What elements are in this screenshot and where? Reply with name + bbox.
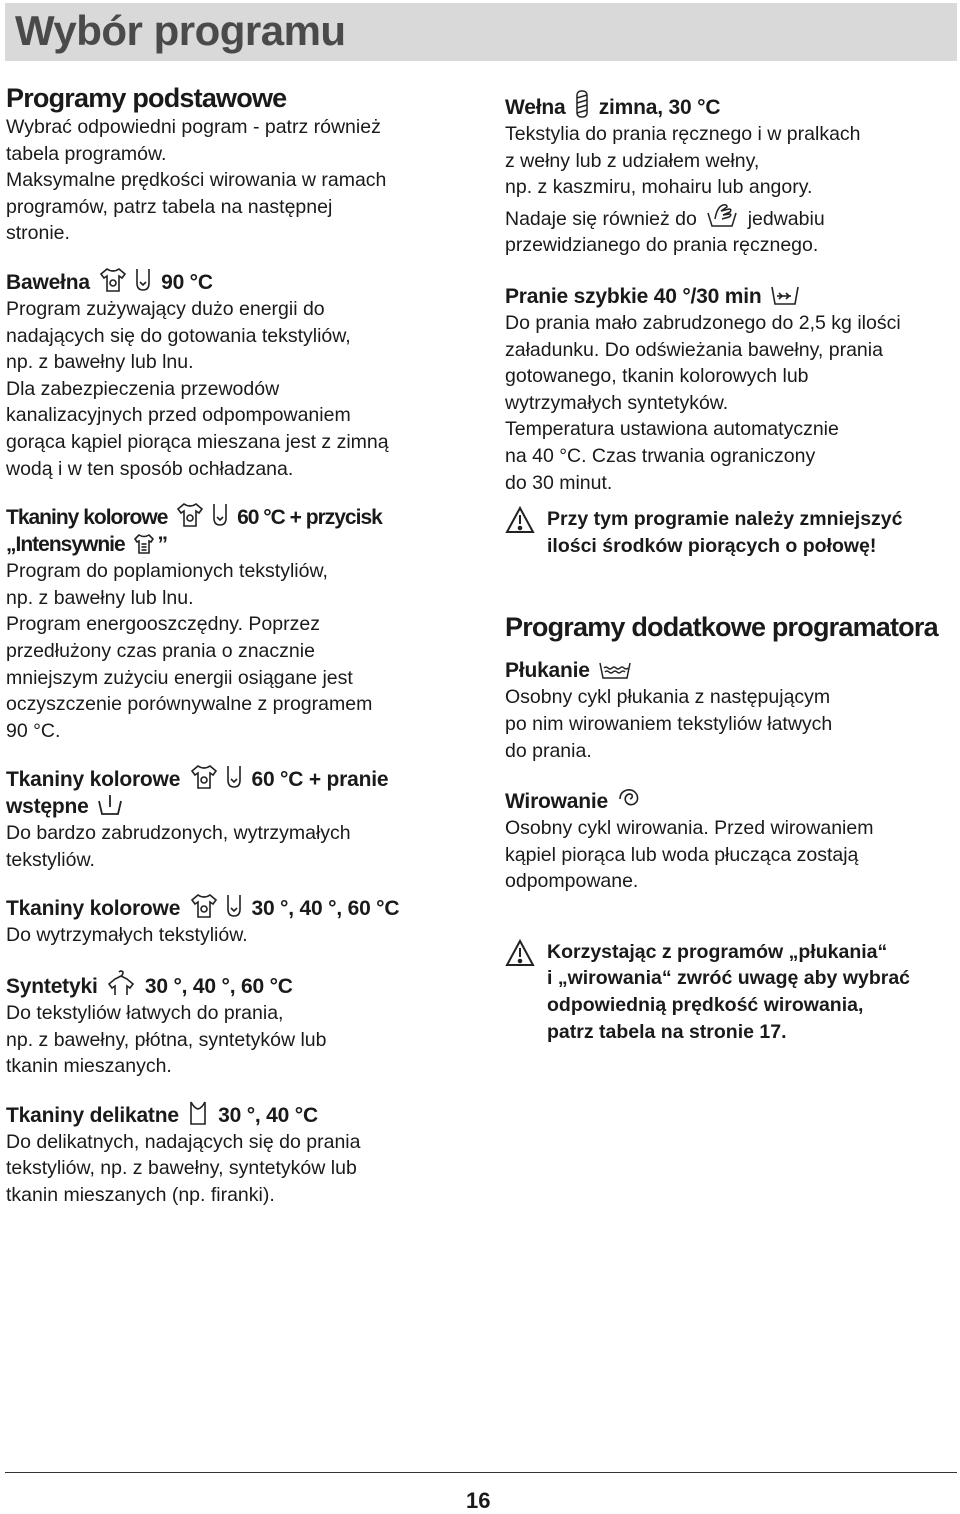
program-desc-line: np. z bawełny, płótna, syntetyków lub <box>6 1028 327 1051</box>
program-desc-line: Program zużywający dużo energii do <box>6 297 325 320</box>
program-desc-line: np. z bawełny lub lnu. <box>6 586 194 609</box>
program-option: wstępne <box>6 795 89 819</box>
page-header <box>5 3 957 61</box>
program-desc-line: przewidzianego do prania ręcznego. <box>505 234 819 257</box>
cotton-shirt-icon <box>98 267 128 293</box>
program-synthetics <box>6 969 476 1080</box>
program-desc-line: tekstyliów, np. z bawełny, syntetyków lub <box>6 1157 357 1180</box>
program-desc-line: załadunku. Do odświeżania bawełny, prania <box>505 338 883 361</box>
intensive-shirt-icon <box>133 533 155 555</box>
program-desc-line: tkanin mieszanych (np. firanki). <box>6 1184 275 1207</box>
program-desc-line: Osobny cykl płukania z następującym <box>505 686 831 709</box>
right-column <box>505 90 957 1045</box>
program-desc-line: oczyszczenie porównywalne z programem <box>6 693 373 716</box>
program-spin <box>505 786 957 895</box>
program-desc-line: tekstyliów. <box>6 848 95 871</box>
warning-text <box>547 939 910 1045</box>
program-desc-line: odpompowane. <box>505 870 639 893</box>
warning-line: odpowiednią prędkość wirowania, <box>547 994 864 1017</box>
program-desc-line: Osobny cykl wirowania. Przed wirowaniem <box>505 817 874 840</box>
program-title <box>6 969 476 1000</box>
warning-triangle-icon <box>505 939 535 972</box>
program-desc-line: Tekstylia do prania ręcznego i w pralkach <box>505 123 861 145</box>
program-temp: 30 °, 40 °C <box>218 1103 318 1127</box>
program-temp: 60 °C + przycisk <box>237 506 382 530</box>
intro-line: programów, patrz tabela na następnej <box>6 195 333 218</box>
thermometer-icon <box>134 267 152 293</box>
program-desc-line: Do wytrzymałych tekstyliów. <box>6 924 248 947</box>
wool-skein-icon <box>574 90 590 118</box>
warning-triangle-icon <box>505 506 535 539</box>
program-title <box>6 893 476 922</box>
cotton-shirt-icon <box>189 893 219 919</box>
program-desc-line: gorąca kąpiel piorąca mieszana jest z zimną <box>6 430 389 453</box>
warning-note-quick <box>505 506 957 559</box>
synthetics-hanger-icon <box>106 969 136 997</box>
program-desc-line: kąpiel piorąca lub woda płucząca zostają <box>505 843 859 866</box>
program-title <box>6 502 476 558</box>
warning-line: i „wirowania“ zwróć uwagę aby wybrać <box>547 967 911 990</box>
program-temp: 60 °C + pranie <box>251 768 389 792</box>
thermometer-icon <box>225 764 243 790</box>
intro-text <box>6 114 476 247</box>
program-title <box>505 786 957 815</box>
page-title: Wybór programu <box>15 7 346 54</box>
program-title <box>505 657 957 684</box>
warning-text <box>547 506 902 559</box>
program-desc-line: z wełny lub z udziałem wełny, <box>505 149 760 172</box>
intro-line: stronie. <box>6 222 70 245</box>
program-name: Tkaniny kolorowe <box>6 768 181 792</box>
program-desc-line: przedłużony czas prania o znacznie <box>6 639 315 662</box>
program-title <box>6 267 476 296</box>
delicates-icon <box>187 1100 209 1126</box>
program-desc-line: nadających się do gotowania tekstyliów, <box>6 324 351 347</box>
program-title <box>6 1100 476 1129</box>
rinse-icon <box>598 659 632 681</box>
program-quick <box>505 283 957 496</box>
program-desc-line: wodą i w ten sposób ochładzana. <box>6 457 294 480</box>
handwash-icon <box>705 201 739 229</box>
desc-fragment: Nadaje się również do <box>505 207 697 230</box>
program-wool <box>505 90 957 259</box>
cotton-shirt-icon <box>189 764 219 790</box>
program-name: Płukanie <box>505 659 590 683</box>
program-desc-line: po nim wirowaniem tekstyliów łatwych <box>505 712 833 735</box>
program-name: Pranie szybkie 40 °/30 min <box>505 284 762 308</box>
warning-line: ilości środków piorących o połowę! <box>547 534 877 557</box>
quick-wash-icon <box>770 283 800 307</box>
intro-line: Maksymalne prędkości wirowania w ramach <box>6 169 387 192</box>
section-heading-extra: Programy dodatkowe programatora <box>505 612 938 643</box>
cotton-shirt-icon <box>175 502 205 528</box>
program-cotton <box>6 267 476 482</box>
program-desc-line <box>505 201 957 233</box>
program-title <box>6 764 476 820</box>
program-name: Tkaniny delikatne <box>6 1103 179 1127</box>
warning-line: Przy tym programie należy zmniejszyć <box>547 508 903 531</box>
program-temp: 30 °, 40 °, 60 °C <box>251 897 400 921</box>
program-desc-line: na 40 °C. Czas trwania ograniczony <box>505 444 816 467</box>
program-desc-line: wytrzymałych syntetyków. <box>505 391 729 414</box>
program-colored-multi <box>6 893 476 949</box>
intro-line: tabela programów. <box>6 142 167 165</box>
program-desc-line: 90 °C. <box>6 719 61 742</box>
program-name: Wełna <box>505 96 566 119</box>
program-name: Syntetyki <box>6 975 98 999</box>
warning-line: Korzystając z programów „płukania“ <box>547 940 888 963</box>
program-desc-line: np. z bawełny lub lnu. <box>6 351 194 374</box>
warning-note-rinse-spin <box>505 939 957 1045</box>
program-name: Tkaniny kolorowe <box>6 897 181 921</box>
program-temp: zimna, 30 °C <box>598 96 721 119</box>
program-name: Tkaniny kolorowe <box>6 506 168 530</box>
program-option-quote: ” <box>157 533 168 557</box>
program-desc-line: np. z kaszmiru, mohairu lub angory. <box>505 176 813 199</box>
program-desc-line: kanalizacyjnych przed odpompowaniem <box>6 404 351 427</box>
program-name: Bawełna <box>6 270 90 294</box>
program-desc-line: do prania. <box>505 739 592 762</box>
program-desc-line: Do tekstyliów łatwych do prania, <box>6 1002 284 1025</box>
program-desc-line: do 30 minut. <box>505 471 613 494</box>
prewash-tub-icon <box>97 793 123 817</box>
intro-line: Wybrać odpowiedni pogram - patrz również <box>6 116 381 138</box>
program-temp: 30 °, 40 °, 60 °C <box>144 975 293 999</box>
desc-fragment: jedwabiu <box>747 207 825 230</box>
program-desc-line: Program energooszczędny. Poprzez <box>6 613 320 636</box>
program-desc-line: tkanin mieszanych. <box>6 1055 172 1078</box>
left-column <box>6 82 476 1209</box>
thermometer-icon <box>225 893 243 919</box>
program-desc-line: Do prania mało zabrudzonego do 2,5 kg ilości <box>505 311 901 334</box>
program-desc-line: Do delikatnych, nadających się do prania <box>6 1130 361 1153</box>
thermometer-icon <box>211 502 229 528</box>
program-option: „Intensywnie <box>6 533 125 557</box>
warning-line: patrz tabela na stronie 17. <box>547 1020 787 1043</box>
program-title <box>505 283 957 310</box>
program-title <box>505 90 957 121</box>
program-desc-line: Do bardzo zabrudzonych, wytrzymałych <box>6 822 351 845</box>
section-heading-basic: Programy podstawowe <box>6 83 287 113</box>
program-rinse <box>505 657 957 764</box>
program-desc-line: mniejszym zużyciu energii osiągane jest <box>6 666 353 689</box>
program-desc-line: gotowanego, tkanin kolorowych lub <box>505 365 809 388</box>
program-delicates <box>6 1100 476 1209</box>
footer-divider <box>5 1472 957 1473</box>
program-temp: 90 °C <box>161 270 213 294</box>
program-desc-line: Temperatura ustawiona automatycznie <box>505 418 839 441</box>
program-desc-line: Dla zabezpieczenia przewodów <box>6 377 280 400</box>
program-name: Wirowanie <box>505 790 609 814</box>
program-colored-intensive <box>6 502 476 744</box>
spin-icon <box>617 786 643 812</box>
page-number: 16 <box>466 1488 491 1513</box>
program-desc-line: Program do poplamionych tekstyliów, <box>6 560 328 583</box>
program-colored-prewash <box>6 764 476 873</box>
